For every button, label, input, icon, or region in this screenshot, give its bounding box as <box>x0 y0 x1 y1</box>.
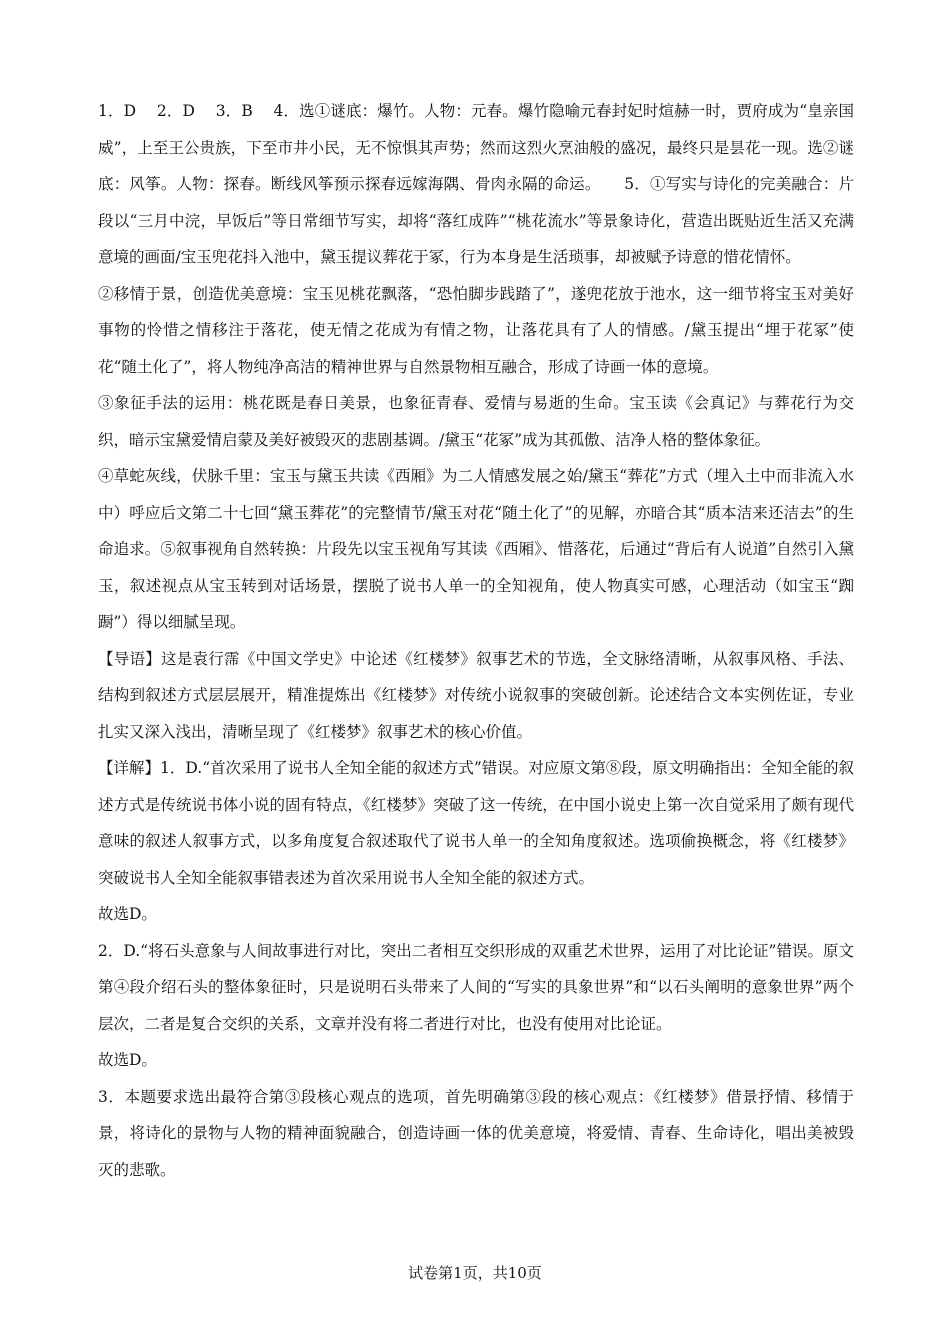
detail-paragraph-3: 3．本题要求选出最符合第③段核心观点的选项，首先明确第③段的核心观点：《红楼梦》借景抒情、移情于景，将诗化的景物与人物的精神面貌融合，创造诗画一体的优美意境，将爱情、青春、生命诗化，唱出美被毁灭的悲歌。 <box>98 1087 854 1179</box>
answer-paragraph-3: ③象征手法的运用：桃花既是春日美景，也象征青春、爱情与易逝的生命。宝玉读《会真记》与葬花行为交织，暗示宝黛爱情启蒙及美好被毁灭的悲剧基调。/黛玉“花冢”成为其孤傲、洁净人格的整体象征。 <box>98 394 854 449</box>
answer-paragraph-4: ④草蛇灰线，伏脉千里：宝玉与黛玉共读《西厢》为二人情感发展之始/黛玉“葬花”方式（埋入土中而非流入水中）呼应后文第二十七回“黛玉葬花”的完整情节/黛玉对花“随土化了”的见解，亦暗合其“质本洁来还洁去”的生命追求。⑤叙事视角自然转换：片段先以宝玉视角写其读《西厢》、惜落花，后通过“背后有人说道”自然引入黛玉，叙述视点从宝玉转到对话场景，摆脱了说书人单一的全知视角，使人物真实可感，心理活动（如宝玉“踟蹰”）得以细腻呈现。 <box>98 467 854 631</box>
answer-content <box>98 93 854 1188</box>
choice-conclusion-1: 故选D。 <box>98 905 157 923</box>
answer-paragraph-1: 1．D 2．D 3．B 4．选①谜底：爆竹。人物：元春。爆竹隐喻元春封妃时煊赫一时，贾府成为“皇亲国威”，上至王公贵族，下至市井小民，无不惊惧其声势；然而这烈火烹油般的盛况，最终只是昙花一现。选②谜底：风筝。人物：探春。断线风筝预示探春远嫁海隅、骨肉永隔的命运。 5．①写实与诗化的完美融合：片段以“三月中浣，早饭后”等日常细节写实，却将“落红成阵”“桃花流水”等景象诗化，营造出既贴近生活又充满意境的画面/宝玉兜花抖入池中，黛玉提议葬花于冢，行为本身是生活琐事，却被赋予诗意的惜花情怀。 <box>98 102 854 266</box>
page-footer: 试卷第1页，共10页 <box>408 1264 542 1282</box>
choice-conclusion-2: 故选D。 <box>98 1051 157 1069</box>
detail-paragraph-1: 【详解】1．D.“首次采用了说书人全知全能的叙述方式”错误。对应原文第⑧段，原文明确指出：全知全能的叙述方式是传统说书体小说的固有特点，《红楼梦》突破了这一传统，在中国小说史上第一次自觉采用了颇有现代意味的叙述人叙事方式，以多角度复合叙述取代了说书人单一的全知角度叙述。选项偷换概念，将《红楼梦》突破说书人全知全能叙事错表述为首次采用说书人全知全能的叙述方式。 <box>98 759 854 887</box>
intro-paragraph: 【导语】这是袁行霈《中国文学史》中论述《红楼梦》叙事艺术的节选，全文脉络清晰，从叙事风格、手法、结构到叙述方式层层展开，精准提炼出《红楼梦》对传统小说叙事的突破创新。论述结合文本实例佐证，专业扎实又深入浅出，清晰呈现了《红楼梦》叙事艺术的核心价值。 <box>98 649 854 741</box>
answer-paragraph-2: ②移情于景，创造优美意境：宝玉见桃花飘落，“恐怕脚步践踏了”，遂兜花放于池水，这一细节将宝玉对美好事物的怜惜之情移注于落花，使无情之花成为有情之物，让落花具有了人的情感。/黛玉提出“埋于花冢”使花“随土化了”，将人物纯净高洁的精神世界与自然景物相互融合，形成了诗画一体的意境。 <box>98 284 854 376</box>
detail-paragraph-2: 2．D.“将石头意象与人间故事进行对比，突出二者相互交织形成的双重艺术世界，运用了对比论证”错误。原文第④段介绍石头的整体象征时，只是说明石头带来了人间的“写实的具象世界”和“以石头阐明的意象世界”两个层次，二者是复合交织的关系，文章并没有将二者进行对比，也没有使用对比论证。 <box>98 941 854 1033</box>
